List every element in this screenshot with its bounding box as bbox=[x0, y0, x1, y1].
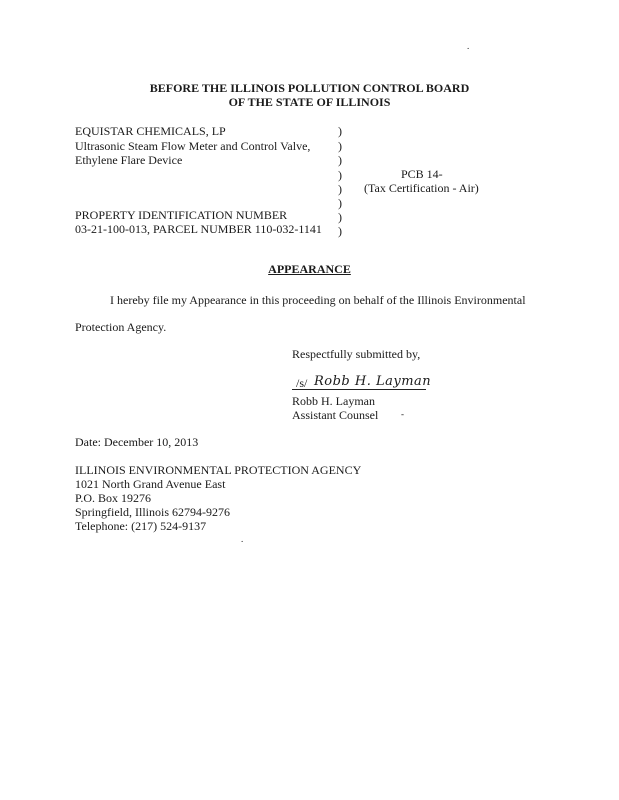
caption-paren: ) bbox=[338, 124, 342, 138]
caption-paren: ) bbox=[338, 139, 342, 153]
agency-name: ILLINOIS ENVIRONMENTAL PROTECTION AGENCY bbox=[75, 463, 362, 477]
agency-pobox: P.O. Box 19276 bbox=[75, 491, 152, 505]
device-description-line1: Ultrasonic Steam Flow Meter and Control Valve, bbox=[75, 139, 311, 153]
device-description-line2: Ethylene Flare Device bbox=[75, 153, 183, 167]
property-id-label: PROPERTY IDENTIFICATION NUMBER bbox=[75, 208, 288, 222]
signature-prefix: /s/ bbox=[296, 376, 308, 390]
caption-paren: ) bbox=[338, 153, 342, 167]
signer-name: Robb H. Layman bbox=[292, 394, 375, 408]
case-type: (Tax Certification - Air) bbox=[364, 181, 479, 195]
closing-text: Respectfully submitted by, bbox=[292, 347, 421, 361]
speck-mark: - bbox=[401, 409, 404, 419]
speck-mark: . bbox=[467, 41, 470, 51]
speck-mark: . bbox=[241, 534, 244, 544]
property-id-value: 03-21-100-013, PARCEL NUMBER 110-032-1141 bbox=[75, 222, 322, 236]
agency-city: Springfield, Illinois 62794-9276 bbox=[75, 505, 230, 519]
caption-paren: ) bbox=[338, 210, 342, 224]
case-number: PCB 14- bbox=[401, 167, 443, 181]
filing-date: Date: December 10, 2013 bbox=[75, 435, 199, 449]
caption-paren: ) bbox=[338, 168, 342, 182]
board-heading-line1: BEFORE THE ILLINOIS POLLUTION CONTROL BOARD bbox=[149, 81, 470, 95]
signature-line bbox=[292, 389, 426, 390]
board-heading-line2: OF THE STATE OF ILLINOIS bbox=[228, 95, 391, 109]
caption-paren: ) bbox=[338, 196, 342, 210]
appearance-title: APPEARANCE bbox=[268, 262, 351, 276]
signature-handwritten: Robb H. Layman bbox=[314, 374, 432, 389]
caption-paren: ) bbox=[338, 224, 342, 238]
caption-paren: ) bbox=[338, 182, 342, 196]
agency-phone: Telephone: (217) 524-9137 bbox=[75, 519, 207, 533]
body-text-line1: I hereby file my Appearance in this proceeding on behalf of the Illinois Environmental bbox=[110, 293, 526, 307]
signer-title: Assistant Counsel bbox=[292, 408, 379, 422]
petitioner-name: EQUISTAR CHEMICALS, LP bbox=[75, 124, 226, 138]
body-text-line2: Protection Agency. bbox=[75, 320, 167, 334]
agency-street: 1021 North Grand Avenue East bbox=[75, 477, 226, 491]
